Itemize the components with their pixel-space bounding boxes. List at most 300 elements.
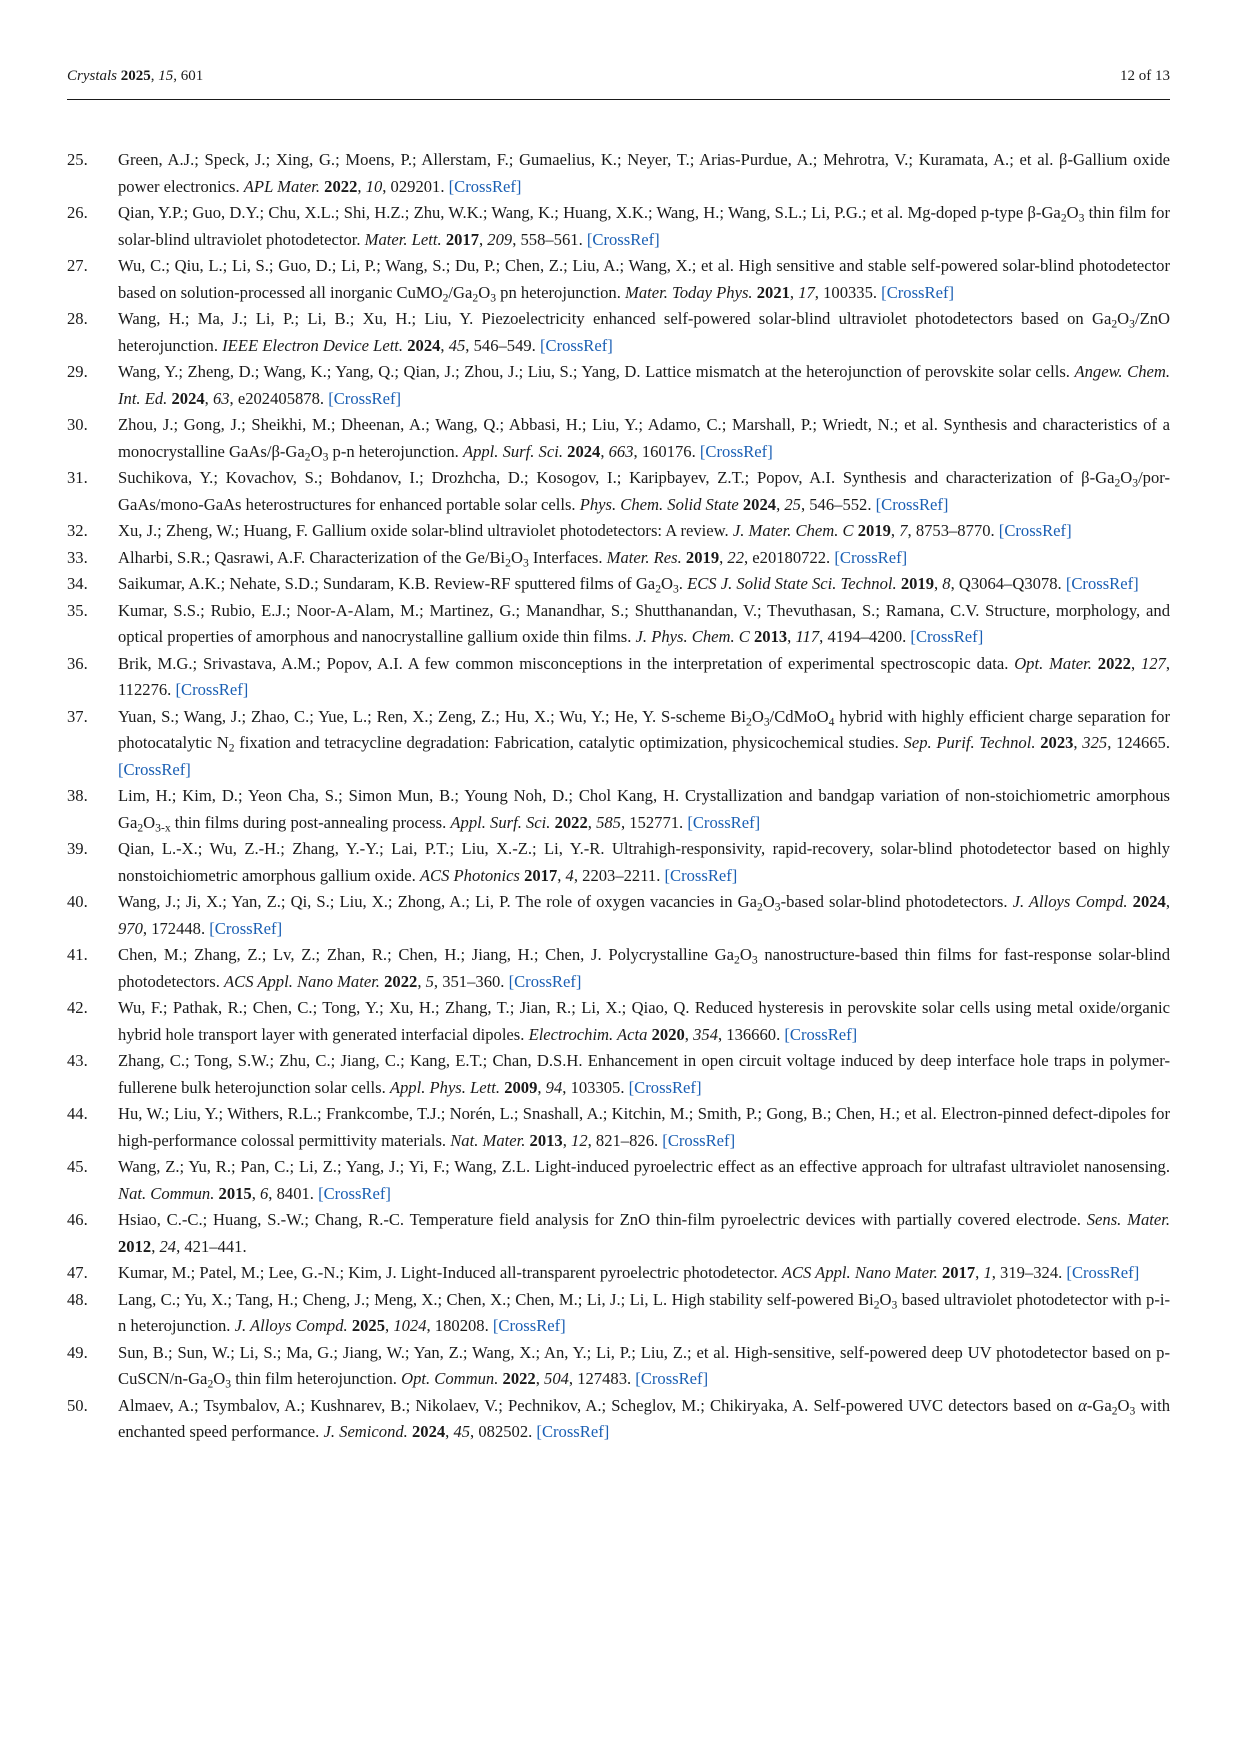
reference-text <box>118 1287 1170 1340</box>
reference-text-run: , Q3064–Q3078. <box>950 574 1066 593</box>
subscript: 3 <box>751 953 758 967</box>
bracket: ] <box>1133 574 1139 593</box>
italic-text: 25 <box>784 494 801 514</box>
subscript: 4 <box>828 714 835 728</box>
italic-text: α <box>1078 1395 1087 1415</box>
reference-item <box>67 1340 1170 1393</box>
bold-text: 2022 <box>554 812 588 832</box>
reference-item <box>67 704 1170 784</box>
reference-item <box>67 518 1170 545</box>
reference-text-run: , <box>357 176 366 196</box>
reference-text-run: , <box>787 627 796 646</box>
reference-text-run: , <box>684 1024 694 1044</box>
italic-text: 17 <box>798 282 815 302</box>
reference-text-run: /CdMoO <box>769 706 829 726</box>
crossref-link[interactable]: CrossRef <box>705 441 768 461</box>
bracket: ] <box>977 627 984 646</box>
reference-number: 35. <box>67 600 88 620</box>
reference-item <box>67 306 1170 359</box>
bracket: [ <box>1066 1263 1072 1282</box>
bracket: [ <box>662 1130 668 1150</box>
reference-text-run: , <box>151 1236 160 1256</box>
crossref-link[interactable]: CrossRef <box>640 1369 703 1388</box>
bracket: [ <box>699 441 706 461</box>
reference-text <box>118 1154 1170 1207</box>
reference-number: 27. <box>67 256 88 275</box>
reference-text <box>118 571 1170 598</box>
crossref-link[interactable]: CrossRef <box>886 282 949 302</box>
subscript: 2 <box>1111 1403 1118 1417</box>
header-rule <box>67 99 1170 100</box>
reference-number: 40. <box>67 892 88 911</box>
reference-text-run: Kumar, M.; Patel, M.; Lee, G.-N.; Kim, J. Light-Induced all-transparent pyroelectric photodetector. <box>118 1263 782 1282</box>
reference-text <box>118 1260 1170 1287</box>
bracket: ] <box>851 1024 858 1044</box>
reference-text-run: , 4194–4200. <box>819 627 911 646</box>
reference-text <box>118 836 1170 889</box>
reference-text-run: O <box>478 282 491 302</box>
reference-text-run: , <box>776 494 785 514</box>
reference-number: 45. <box>67 1157 88 1176</box>
reference-number: 25. <box>67 150 88 169</box>
reference-text-run: , 136660. <box>717 1024 785 1044</box>
italic-text: 7 <box>899 521 908 540</box>
reference-text-run: Hsiao, C.-C.; Huang, S.-W.; Chang, R.-C. Temperature field analysis for ZnO thin-film pyroelectric devices with partially covered electrode. <box>118 1210 1087 1229</box>
bracket: ] <box>767 441 773 461</box>
italic-text: J. Alloys Compd. <box>234 1316 348 1335</box>
subscript: 2 <box>746 714 752 728</box>
subscript: 3 <box>1129 317 1135 331</box>
subscript: 2 <box>442 290 449 304</box>
subscript: 2 <box>873 1297 880 1311</box>
subscript: 2 <box>655 582 661 596</box>
reference-item <box>67 465 1170 518</box>
italic-text: Sep. Purif. Technol. <box>903 733 1036 752</box>
reference-number: 49. <box>67 1342 88 1362</box>
reference-text-run: , <box>934 574 943 593</box>
reference-text-run: , 100335. <box>814 282 882 302</box>
reference-text-run: O <box>1120 468 1133 487</box>
bracket: [ <box>998 521 1005 540</box>
bold-text: 2024 <box>1132 892 1166 911</box>
reference-text <box>118 704 1170 784</box>
subscript: 2 <box>1114 476 1121 490</box>
reference-item <box>67 545 1170 572</box>
bracket: ] <box>948 282 954 302</box>
crossref-link[interactable]: CrossRef <box>454 176 516 196</box>
italic-text: Appl. Surf. Sci. <box>462 441 563 461</box>
subscript: 2 <box>304 449 311 463</box>
crossref-link[interactable]: CrossRef <box>181 680 243 699</box>
article-number: 601 <box>180 68 204 84</box>
bold-text: 2012 <box>118 1236 152 1256</box>
reference-item <box>67 1287 1170 1340</box>
reference-text-run: O <box>143 812 156 832</box>
italic-text: 22 <box>727 547 744 567</box>
italic-text: 325 <box>1082 733 1108 752</box>
reference-text-run: with enchanted speed performance. <box>118 1395 1170 1441</box>
reference-item <box>67 889 1170 942</box>
italic-text: ACS Appl. Nano Mater. <box>781 1263 938 1282</box>
page-number: 12 of 13 <box>1120 68 1170 84</box>
crossref-link[interactable]: CrossRef <box>545 335 608 355</box>
reference-text-run: /por-GaAs/mono-GaAs heterostructures for enhanced portable solar cells. <box>118 468 1170 514</box>
journal-volume: 15 <box>158 68 174 84</box>
reference-text-run: Suchikova, Y.; Kovachov, S.; Bohdanov, I.; Drozhcha, D.; Kosogov, I.; Karipbayev, Z.T.; Popov, A.I. Synthesis and characterization of β-Ga <box>118 468 1115 487</box>
italic-text: J. Phys. Chem. C <box>635 627 750 646</box>
bracket: ] <box>603 1422 610 1441</box>
reference-text-run: Chen, M.; Zhang, Z.; Lv, Z.; Zhan, R.; Chen, H.; Jiang, H.; Chen, J. Polycrystalline Ga <box>118 945 735 964</box>
reference-text-run: , 546–549. <box>465 335 540 355</box>
reference-text-run: , 112276. <box>118 653 1170 699</box>
reference-text-run: O <box>310 441 323 461</box>
reference-text-run: , 180208. <box>426 1316 493 1335</box>
crossref-link[interactable]: CrossRef <box>670 865 732 885</box>
italic-text: 8 <box>942 574 951 593</box>
reference-text-run: , 152771. <box>620 812 688 832</box>
crossref-link[interactable]: CrossRef <box>634 1077 696 1097</box>
subscript: 3-x <box>155 820 171 834</box>
italic-text: ECS J. Solid State Sci. Technol. <box>687 574 897 593</box>
reference-item <box>67 651 1170 704</box>
bracket: ] <box>607 335 613 355</box>
reference-text-run: , 2203–2211. <box>573 865 665 885</box>
reference-text <box>118 359 1170 412</box>
bracket: ] <box>515 176 522 196</box>
reference-text-run: , 421–441. <box>176 1236 247 1256</box>
reference-text-run: p-n heterojunction. <box>328 441 463 461</box>
bold-text: 2019 <box>900 574 934 593</box>
reference-list <box>67 147 1170 1446</box>
reference-item <box>67 253 1170 306</box>
reference-number: 38. <box>67 786 88 805</box>
reference-number: 28. <box>67 309 88 328</box>
reference-text <box>118 147 1170 200</box>
journal-name: Crystals <box>67 68 118 84</box>
reference-item <box>67 1101 1170 1154</box>
reference-text-run: , <box>535 1369 545 1388</box>
reference-item <box>67 598 1170 651</box>
crossref-link[interactable]: CrossRef <box>333 388 396 408</box>
subscript: 3 <box>763 714 770 728</box>
reference-text-run: Sun, B.; Sun, W.; Li, S.; Ma, G.; Jiang, W.; Yan, Z.; Wang, X.; An, Y.; Li, P.; Liu, Z.; et al. High-sensitive, self-powered deep UV photodetector based on p-CuSCN/n-Ga <box>118 1342 1170 1388</box>
reference-number: 37. <box>67 706 88 726</box>
bracket: ] <box>1066 521 1072 540</box>
reference-item <box>67 147 1170 200</box>
reference-number: 42. <box>67 998 88 1017</box>
reference-text-run: , <box>204 388 213 408</box>
reference-text-run: O <box>879 1289 892 1309</box>
crossref-link[interactable]: CrossRef <box>1004 521 1067 540</box>
reference-text <box>118 1340 1170 1393</box>
crossref-link[interactable]: CrossRef <box>498 1316 561 1335</box>
crossref-link[interactable]: CrossRef <box>592 229 655 249</box>
italic-text: 12 <box>571 1130 588 1150</box>
reference-text-run: , 124665. <box>1107 733 1171 752</box>
bold-text: 2020 <box>651 1024 685 1044</box>
reference-number: 29. <box>67 362 88 381</box>
reference-text-run: Qian, L.-X.; Wu, Z.-H.; Zhang, Y.-Y.; Lai, P.T.; Liu, X.-Z.; Li, Y.-R. Ultrahigh-responsivity, rapid-recovery, solar-blind photodetector based on highly nonstoichiometric amorphous gallium oxide. <box>118 839 1170 885</box>
reference-number: 48. <box>67 1289 88 1309</box>
reference-text <box>118 200 1170 253</box>
bracket: [ <box>586 229 593 249</box>
bracket: ] <box>695 1077 702 1097</box>
subscript: 3 <box>1132 476 1139 490</box>
reference-text-run: Almaev, A.; Tsymbalov, A.; Kushnarev, B.; Nikolaev, V.; Pechnikov, A.; Scheglov, M.; Chikiryaka, A. Self-powered UVC detectors based on <box>118 1395 1079 1415</box>
journal-year: 2025 <box>120 68 151 84</box>
italic-text: Sens. Mater. <box>1086 1210 1170 1229</box>
reference-text <box>118 889 1170 942</box>
subscript: 3 <box>322 449 329 463</box>
italic-text: 45 <box>448 335 466 355</box>
subscript: 2 <box>734 953 740 967</box>
bold-text: 2024 <box>407 335 441 355</box>
reference-text-run: O <box>510 547 523 567</box>
reference-number: 41. <box>67 945 88 964</box>
bracket: ] <box>754 812 761 832</box>
reference-number: 31. <box>67 468 88 487</box>
reference-text-run: , e202405878. <box>229 388 329 408</box>
italic-text: Phys. Chem. Solid State <box>579 494 739 514</box>
crossref-link[interactable]: CrossRef <box>214 918 277 938</box>
reference-text-run: pn heterojunction. <box>496 282 626 302</box>
reference-text <box>118 306 1170 359</box>
reference-text-run: Alharbi, S.R.; Qasrawi, A.F. Characterization of the Ge/Bi <box>118 547 506 567</box>
italic-text: 504 <box>544 1369 569 1388</box>
subscript: 2 <box>207 1377 214 1391</box>
italic-text: 585 <box>596 812 621 832</box>
reference-text-run: , e20180722. <box>744 547 835 567</box>
reference-text-run: O <box>661 574 673 593</box>
page-header <box>67 68 1170 96</box>
reference-text-run: , 082502. <box>470 1422 537 1441</box>
crossref-link[interactable]: CrossRef <box>789 1024 852 1044</box>
italic-text: Mater. Lett. <box>364 229 442 249</box>
bracket: ] <box>242 680 249 699</box>
bold-text: 2022 <box>1097 653 1131 673</box>
bracket: ] <box>702 1369 709 1388</box>
bracket: [ <box>910 627 916 646</box>
reference-item <box>67 783 1170 836</box>
italic-text: Nat. Mater. <box>450 1130 526 1150</box>
reference-text-run: Green, A.J.; Speck, J.; Xing, G.; Moens, P.; Allerstam, F.; Gumaelius, K.; Neyer, T.; Arias-Purdue, A.; Mehrotra, V.; Kuramata, A.; et al. β-Gallium oxide power electronics. <box>118 150 1170 196</box>
italic-text: 10 <box>365 176 383 196</box>
reference-text-run: , 172448. <box>142 918 210 938</box>
reference-text-run: Zhang, C.; Tong, S.W.; Zhu, C.; Jiang, C.; Kang, E.T.; Chan, D.S.H. Enhancement in open circuit voltage induced by deep interface hole traps in polymer-fullerene bulk heterojunction solar cells. <box>118 1051 1170 1097</box>
italic-text: Appl. Surf. Sci. <box>450 812 551 832</box>
italic-text: Mater. Today Phys. <box>625 282 753 302</box>
subscript: 2 <box>228 741 235 755</box>
reference-text-run: /Ga <box>448 282 473 302</box>
reference-text <box>118 995 1170 1048</box>
crossref-link[interactable]: CrossRef <box>839 547 902 567</box>
bracket: ] <box>385 1183 391 1203</box>
italic-text: 970 <box>118 918 143 938</box>
bold-text: 2017 <box>941 1263 976 1282</box>
bold-text: 2019 <box>857 521 891 540</box>
italic-text: Nat. Commun. <box>118 1183 215 1203</box>
reference-text <box>118 1101 1170 1154</box>
reference-text-run: hybrid with highly efficient charge separation for photocatalytic N <box>118 706 1171 752</box>
bracket: ] <box>560 1316 566 1335</box>
bracket: [ <box>784 1024 790 1044</box>
bold-text: 2019 <box>685 547 720 567</box>
bracket: ] <box>654 229 660 249</box>
italic-text: J. Semicond. <box>323 1422 408 1441</box>
reference-item <box>67 1207 1170 1260</box>
bold-text: 2022 <box>324 176 358 196</box>
reference-item <box>67 412 1170 465</box>
bracket: [ <box>318 1183 324 1203</box>
reference-text-run: , <box>537 1077 546 1097</box>
bracket: [ <box>1065 574 1072 593</box>
reference-text <box>118 1048 1170 1101</box>
reference-text-run: , <box>1130 653 1141 673</box>
reference-text-run: Brik, M.G.; Srivastava, A.M.; Popov, A.I. A few common misconceptions in the interpretation of experimental spectroscopic data. <box>118 653 1015 673</box>
italic-text: ACS Photonics <box>419 865 520 885</box>
italic-text: Mater. Res. <box>606 547 682 567</box>
reference-text-run: , <box>445 1422 454 1441</box>
bold-text: 2022 <box>384 971 418 991</box>
reference-text-run: Xu, J.; Zheng, W.; Huang, F. Gallium oxide solar-blind ultraviolet photodetectors: A review. <box>118 521 733 540</box>
reference-number: 44. <box>67 1104 88 1123</box>
reference-text-run: /ZnO heterojunction. <box>118 309 1170 355</box>
reference-text <box>118 1207 1170 1260</box>
italic-text: 94 <box>545 1077 563 1097</box>
reference-text-run: , <box>440 335 449 355</box>
subscript: 2 <box>472 290 479 304</box>
crossref-link[interactable]: CrossRef <box>323 1183 386 1203</box>
subscript: 2 <box>1111 317 1118 331</box>
bold-text: 2021 <box>756 282 790 302</box>
reference-text-run: , <box>1165 892 1170 911</box>
reference-text-run: O <box>1066 203 1079 222</box>
reference-text <box>118 465 1170 518</box>
bracket: [ <box>539 335 546 355</box>
reference-text-run: , <box>587 812 597 832</box>
reference-text-run: , 351–360. <box>433 971 509 991</box>
bracket: [ <box>328 388 334 408</box>
reference-number: 32. <box>67 521 88 540</box>
reference-text-run: , 319–324. <box>991 1263 1067 1282</box>
reference-number: 30. <box>67 415 88 434</box>
reference-text <box>118 545 1170 572</box>
reference-text-run: O <box>213 1369 226 1388</box>
reference-text-run: , 8401. <box>268 1183 319 1203</box>
bold-text: 2017 <box>445 229 479 249</box>
crossref-link[interactable]: CrossRef <box>514 971 576 991</box>
bracket: ] <box>731 865 738 885</box>
bold-text: 2013 <box>753 627 788 646</box>
reference-text-run: O <box>1117 309 1130 328</box>
crossref-link[interactable]: CrossRef <box>915 627 978 646</box>
subscript: 3 <box>490 290 496 304</box>
bracket: [ <box>881 282 887 302</box>
italic-text: Opt. Mater. <box>1014 653 1092 673</box>
reference-text <box>118 412 1170 465</box>
reference-text-run: fixation and tetracycline degradation: Fabrication, catalytic optimization, physicochemical studies. <box>234 733 904 752</box>
bold-text: 2024 <box>742 494 777 514</box>
bracket: [ <box>209 918 215 938</box>
crossref-link[interactable]: CrossRef <box>541 1422 604 1441</box>
reference-text-run: Wang, H.; Ma, J.; Li, P.; Li, B.; Xu, H.; Liu, Y. Piezoelectricity enhanced self-powered solar-blind ultraviolet photodetectors based on Ga <box>118 309 1112 328</box>
crossref-link[interactable]: CrossRef <box>123 759 186 779</box>
italic-text: APL Mater. <box>243 176 321 196</box>
bold-text: 2017 <box>524 865 558 885</box>
reference-text-run: Hu, W.; Liu, Y.; Withers, R.L.; Frankcombe, T.J.; Norén, L.; Snashall, A.; Kitchin, M.; Smith, P.; Gong, B.; Chen, H.; et al. Electron-pinned defect-dipoles for high-performance colossal permittivity materials. <box>118 1104 1170 1150</box>
crossref-link[interactable]: CrossRef <box>1071 1263 1134 1282</box>
crossref-link[interactable]: CrossRef <box>1071 574 1134 593</box>
bracket: ] <box>395 388 402 408</box>
reference-text-run: nanostructure-based thin films for fast-response solar-blind photodetectors. <box>118 945 1170 991</box>
italic-text: J. Alloys Compd. <box>1012 892 1128 911</box>
reference-text-run: . <box>678 574 688 593</box>
italic-text: 24 <box>159 1236 177 1256</box>
reference-number: 26. <box>67 203 88 222</box>
reference-item <box>67 942 1170 995</box>
reference-text-run: , <box>562 1130 572 1150</box>
italic-text: IEEE Electron Device Lett. <box>222 335 404 355</box>
reference-text <box>118 1393 1170 1446</box>
subscript: 3 <box>1078 211 1085 225</box>
bracket: [ <box>628 1077 635 1097</box>
italic-text: 45 <box>453 1422 471 1441</box>
bracket: [ <box>875 494 882 514</box>
bracket: ] <box>276 918 283 938</box>
reference-item <box>67 1154 1170 1207</box>
reference-item <box>67 836 1170 889</box>
italic-text: Electrochim. Acta <box>528 1024 648 1044</box>
bracket: ] <box>575 971 582 991</box>
journal-citation: Crystals 2025, 15, 601 <box>67 68 204 84</box>
crossref-link[interactable]: CrossRef <box>667 1130 730 1150</box>
bracket: [ <box>536 1422 542 1441</box>
reference-text-run: , <box>479 229 488 249</box>
reference-number: 39. <box>67 839 88 858</box>
reference-text-run: Wu, C.; Qiu, L.; Li, S.; Guo, D.; Li, P.; Wang, S.; Du, P.; Chen, Z.; Liu, A.; Wang, X.; et al. High sensitive and stable self-powered solar-blind photodetector based on solution-processed all inorganic CuMO <box>118 256 1170 302</box>
bracket: [ <box>118 759 124 779</box>
reference-text-run: , <box>719 547 728 567</box>
reference-text-run: , <box>975 1263 984 1282</box>
italic-text: 127 <box>1140 653 1166 673</box>
reference-text-run: , <box>890 521 900 540</box>
reference-number: 33. <box>67 547 88 567</box>
bracket: ] <box>1133 1263 1140 1282</box>
italic-text: 209 <box>487 229 513 249</box>
reference-item <box>67 1393 1170 1446</box>
italic-text: 354 <box>693 1024 718 1044</box>
reference-text-run: Interfaces. <box>528 547 607 567</box>
reference-text-run: , 103305. <box>562 1077 629 1097</box>
italic-text: 663 <box>608 441 634 461</box>
reference-text-run: Wang, Y.; Zheng, D.; Wang, K.; Yang, Q.; Qian, J.; Zhou, J.; Liu, S.; Yang, D. Lattice mismatch at the heterojunction of perovskite solar cells. <box>118 362 1075 381</box>
italic-text: 6 <box>260 1183 269 1203</box>
reference-text-run: thin film for solar-blind ultraviolet photodetector. <box>118 203 1171 249</box>
reference-text-run: , <box>789 282 799 302</box>
reference-text-run: , 8753–8770. <box>907 521 999 540</box>
crossref-link[interactable]: CrossRef <box>881 494 943 514</box>
bold-text: 2013 <box>529 1130 563 1150</box>
reference-text-run: Wu, F.; Pathak, R.; Chen, C.; Tong, Y.; Xu, H.; Zhang, T.; Jian, R.; Li, X.; Qiao, Q. Reduced hysteresis in perovskite solar cells using metal oxide/organic hybrid hole transport layer with generated interfacial dipoles. <box>118 998 1170 1044</box>
bold-text: 2015 <box>218 1183 252 1203</box>
reference-number: 34. <box>67 574 88 593</box>
reference-text-run: , <box>417 971 426 991</box>
reference-item <box>67 200 1170 253</box>
reference-text-run: , 558–561. <box>512 229 587 249</box>
reference-text-run: , <box>600 441 609 461</box>
crossref-link[interactable]: CrossRef <box>692 812 755 832</box>
reference-item <box>67 1260 1170 1287</box>
